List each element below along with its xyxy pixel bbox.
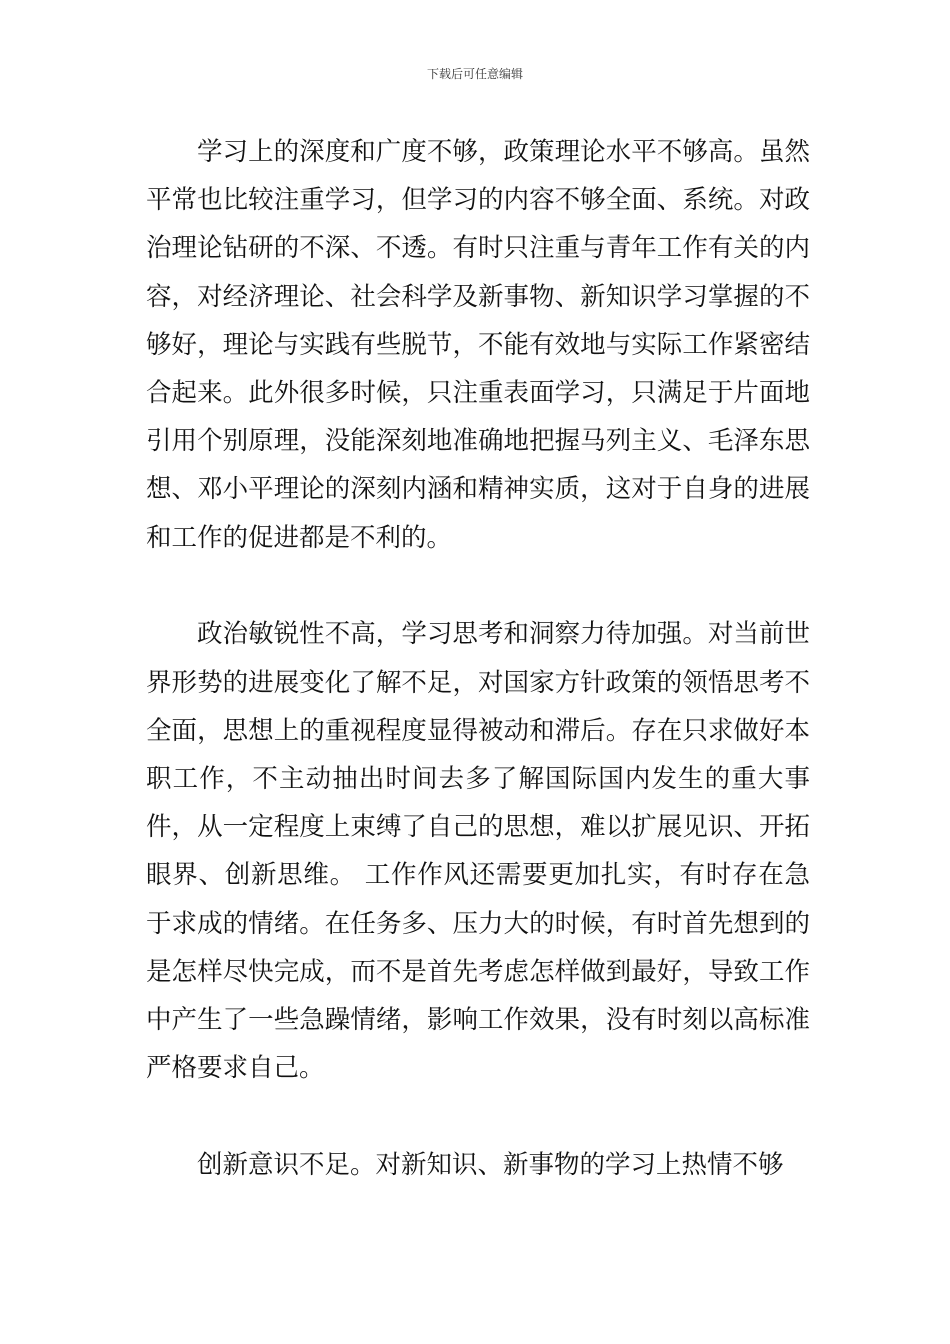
page-header: 下载后可任意编辑 (426, 67, 523, 81)
paragraph-study-depth: 学习上的深度和广度不够，政策理论水平不够高。虽然平常也比较注重学习，但学习的内容不够全面、系统。对政治理论钻研的不深、不透。有时只注重与青年工作有关的内容，对经济理论、社会科学及新事物、新知识学习掌握的不够好，理论与实践有些脱节，不能有效地与实际工作紧密结合起来。此外很多时候，只注重表面学习，只满足于片面地引用个别原理，没能深刻地准确地把握马列主义、毛泽东思想、邓小平理论的深刻内涵和精神实质，这对于自身的进展和工作的促进都是不利的。 (146, 137, 810, 553)
document-body (146, 128, 810, 1189)
paragraph-political-sensitivity: 政治敏锐性不高，学习思考和洞察力待加强。对当前世界形势的进展变化了解不足，对国家方针政策的领悟思考不全面，思想上的重视程度显得被动和滞后。存在只求做好本职工作，不主动抽出时间去多了解国际国内发生的重大事件，从一定程度上束缚了自己的思想，难以扩展见识、开拓眼界、创新思维。 工作作风还需要更加扎实，有时存在急于求成的情绪。在任务多、压力大的时候，有时首先想到的是怎样尽快完成，而不是首先考虑怎样做到最好，导致工作中产生了一些急躁情绪，影响工作效果，没有时刻以高标准严格要求自己。 (146, 619, 810, 1084)
paragraph-innovation: 创新意识不足。对新知识、新事物的学习上热情不够 (197, 1149, 784, 1180)
